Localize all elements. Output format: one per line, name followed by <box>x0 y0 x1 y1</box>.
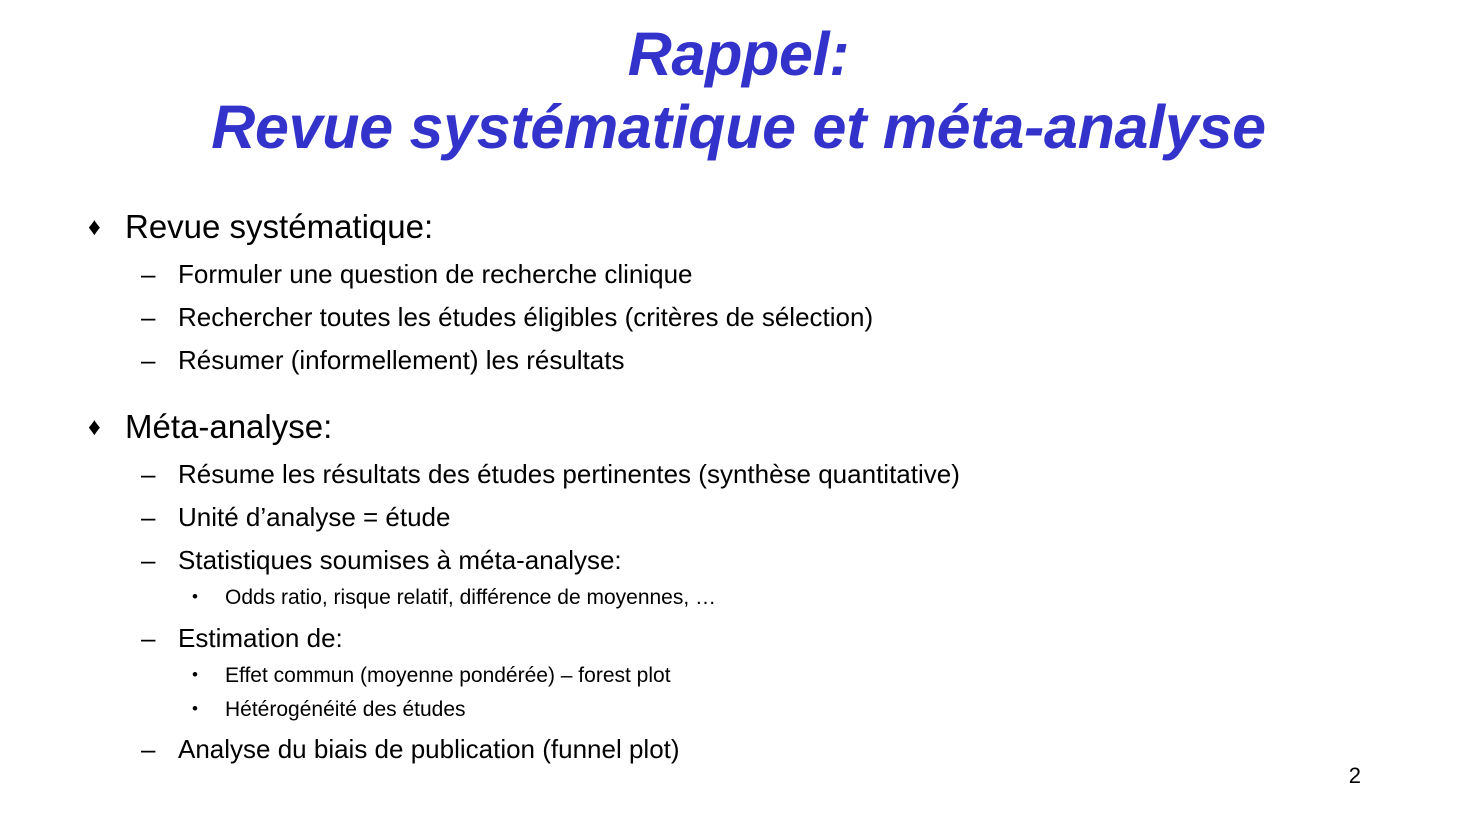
outline-level2-label: Unité d’analyse = étude <box>178 501 451 532</box>
outline-level2-label: Résumer (informellement) les résultats <box>178 344 625 375</box>
outline-body <box>88 208 1408 765</box>
outline-level2-item <box>141 502 1408 533</box>
outline-level1-item <box>88 408 1408 447</box>
outline-level3-label: Odds ratio, risque relatif, différence de moyennes, … <box>225 586 717 610</box>
page-title <box>0 20 1477 162</box>
dash-bullet-icon: – <box>141 545 156 576</box>
page-number: 2 <box>1348 763 1361 788</box>
dash-bullet-icon: – <box>141 458 156 489</box>
outline-level2-item <box>141 623 1408 654</box>
dash-bullet-icon: – <box>141 734 156 765</box>
title-line-1: Rappel: <box>627 20 850 89</box>
dash-bullet-icon: – <box>141 622 156 653</box>
outline-level3-item <box>192 585 1408 610</box>
outline-level2-label: Résume les résultats des études pertinentes (synthèse quantitative) <box>178 458 960 489</box>
dash-bullet-icon: – <box>141 344 156 375</box>
outline-level1-label: Méta-analyse: <box>125 408 333 446</box>
outline-level2-label: Analyse du biais de publication (funnel plot) <box>178 734 680 765</box>
outline-level2-item <box>141 259 1408 290</box>
outline-level1-item <box>88 208 1408 247</box>
outline-level2-item <box>141 734 1408 765</box>
dash-bullet-icon: – <box>141 301 156 332</box>
outline-level2-item <box>141 345 1408 376</box>
diamond-bullet-icon: ♦ <box>88 413 101 442</box>
outline-level3-item <box>192 697 1408 722</box>
outline-level2-item <box>141 545 1408 576</box>
outline-section <box>88 208 1408 376</box>
outline-level2-label: Rechercher toutes les études éligibles (critères de sélection) <box>178 301 874 332</box>
dot-bullet-icon: • <box>192 664 198 684</box>
outline-level3-item <box>192 663 1408 688</box>
title-line-2: Revue systématique et méta-analyse <box>211 93 1266 162</box>
outline-level2-label: Statistiques soumises à méta-analyse: <box>178 545 622 576</box>
outline-level2-item <box>141 459 1408 490</box>
dash-bullet-icon: – <box>141 258 156 289</box>
outline-level2-label: Estimation de: <box>178 622 343 653</box>
outline-level1-label: Revue systématique: <box>125 208 434 245</box>
diamond-bullet-icon: ♦ <box>88 213 101 241</box>
outline-section <box>88 408 1408 765</box>
outline-level2-item <box>141 302 1408 333</box>
dash-bullet-icon: – <box>141 501 156 532</box>
dot-bullet-icon: • <box>192 698 198 718</box>
dot-bullet-icon: • <box>192 587 198 607</box>
outline-level2-label: Formuler une question de recherche clinique <box>178 258 693 289</box>
outline-level3-label: Hétérogénéité des études <box>225 697 466 721</box>
outline-level3-label: Effet commun (moyenne pondérée) – forest plot <box>225 663 671 687</box>
